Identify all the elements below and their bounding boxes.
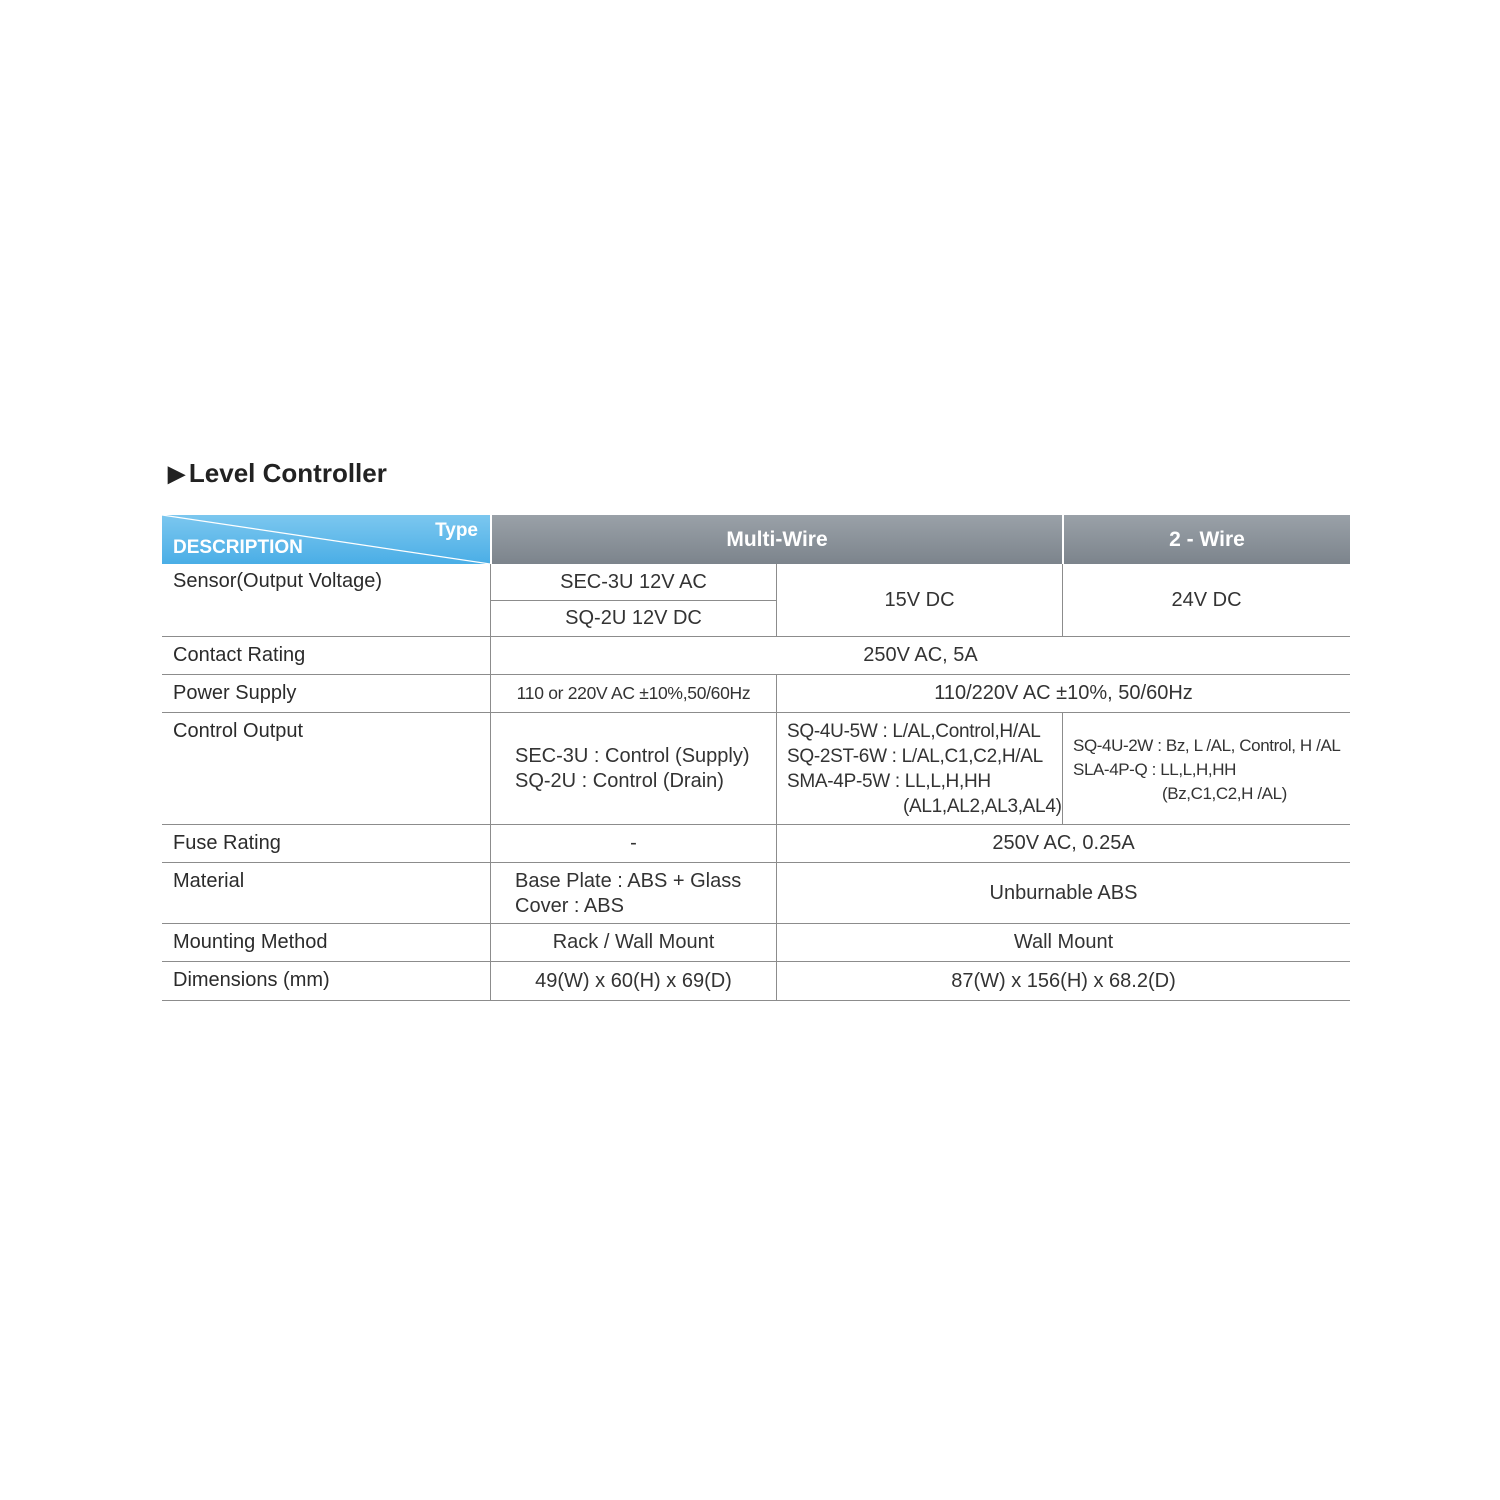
header-two-wire: 2 - Wire — [1064, 515, 1350, 564]
cell-sensor-twowire: 24V DC — [1171, 588, 1242, 611]
control-left-line: SQ-2U : Control (Drain) — [515, 770, 724, 792]
control-middle-line: SQ-2ST-6W : L/AL,C1,C2,H/AL — [787, 746, 1043, 767]
row-label-material: Material — [173, 870, 245, 892]
cell-control-middle — [787, 719, 1062, 819]
page-title — [168, 458, 387, 489]
header-description-cell — [162, 515, 490, 564]
row-label-fuse: Fuse Rating — [173, 832, 281, 854]
row-label-sensor: Sensor(Output Voltage) — [173, 570, 383, 592]
control-middle-line: SQ-4U-5W : L/AL,Control,H/AL — [787, 721, 1041, 742]
cell-sensor-sq2u: SQ-2U 12V DC — [565, 607, 702, 629]
page-title-text: Level Controller — [188, 458, 387, 488]
material-left-line: Base Plate : ABS + Glass — [515, 870, 742, 892]
row-label-mounting: Mounting Method — [173, 931, 328, 953]
control-left-line: SEC-3U : Control (Supply) — [515, 745, 750, 767]
cell-mounting-right: Wall Mount — [1013, 931, 1114, 953]
material-left-line: Cover : ABS — [515, 895, 624, 917]
control-right-line: (Bz,C1,C2,H /AL) — [1162, 784, 1287, 803]
header-description-label: DESCRIPTION — [173, 537, 303, 558]
cell-power-left: 110 or 220V AC ±10%,50/60Hz — [516, 683, 751, 703]
divider — [162, 712, 1350, 713]
cell-dimensions-right: 87(W) x 156(H) x 68.2(D) — [951, 969, 1176, 992]
cell-control-right — [1073, 734, 1340, 806]
triangle-right-icon: ▶ — [168, 460, 185, 486]
header-multi-wire: Multi-Wire — [492, 515, 1062, 564]
cell-material-right: Unburnable ABS — [989, 881, 1138, 904]
cell-contact-rating: 250V AC, 5A — [863, 644, 978, 666]
control-middle-line: (AL1,AL2,AL3,AL4) — [903, 796, 1062, 817]
row-label-dimensions: Dimensions (mm) — [173, 969, 330, 991]
control-middle-line: SMA-4P-5W : LL,L,H,HH — [787, 771, 991, 792]
header-type-label: Type — [435, 520, 478, 541]
cell-mounting-left: Rack / Wall Mount — [552, 931, 715, 953]
cell-sensor-sec3u: SEC-3U 12V AC — [560, 570, 707, 593]
control-right-line: SQ-4U-2W : Bz, L /AL, Control, H /AL — [1073, 736, 1341, 755]
cell-dimensions-left: 49(W) x 60(H) x 69(D) — [535, 969, 732, 992]
cell-fuse-right: 250V AC, 0.25A — [992, 832, 1135, 854]
cell-power-right: 110/220V AC ±10%, 50/60Hz — [934, 682, 1193, 704]
divider — [162, 1000, 1350, 1001]
row-label-control: Control Output — [173, 720, 304, 742]
row-label-contact: Contact Rating — [173, 644, 306, 666]
cell-control-left — [515, 744, 750, 794]
cell-material-left — [515, 869, 741, 919]
cell-fuse-left: - — [630, 832, 637, 854]
row-label-power: Power Supply — [173, 682, 297, 704]
cell-sensor-multiwire: 15V DC — [884, 588, 955, 611]
control-right-line: SLA-4P-Q : LL,L,H,HH — [1073, 760, 1237, 779]
divider — [1062, 712, 1063, 824]
